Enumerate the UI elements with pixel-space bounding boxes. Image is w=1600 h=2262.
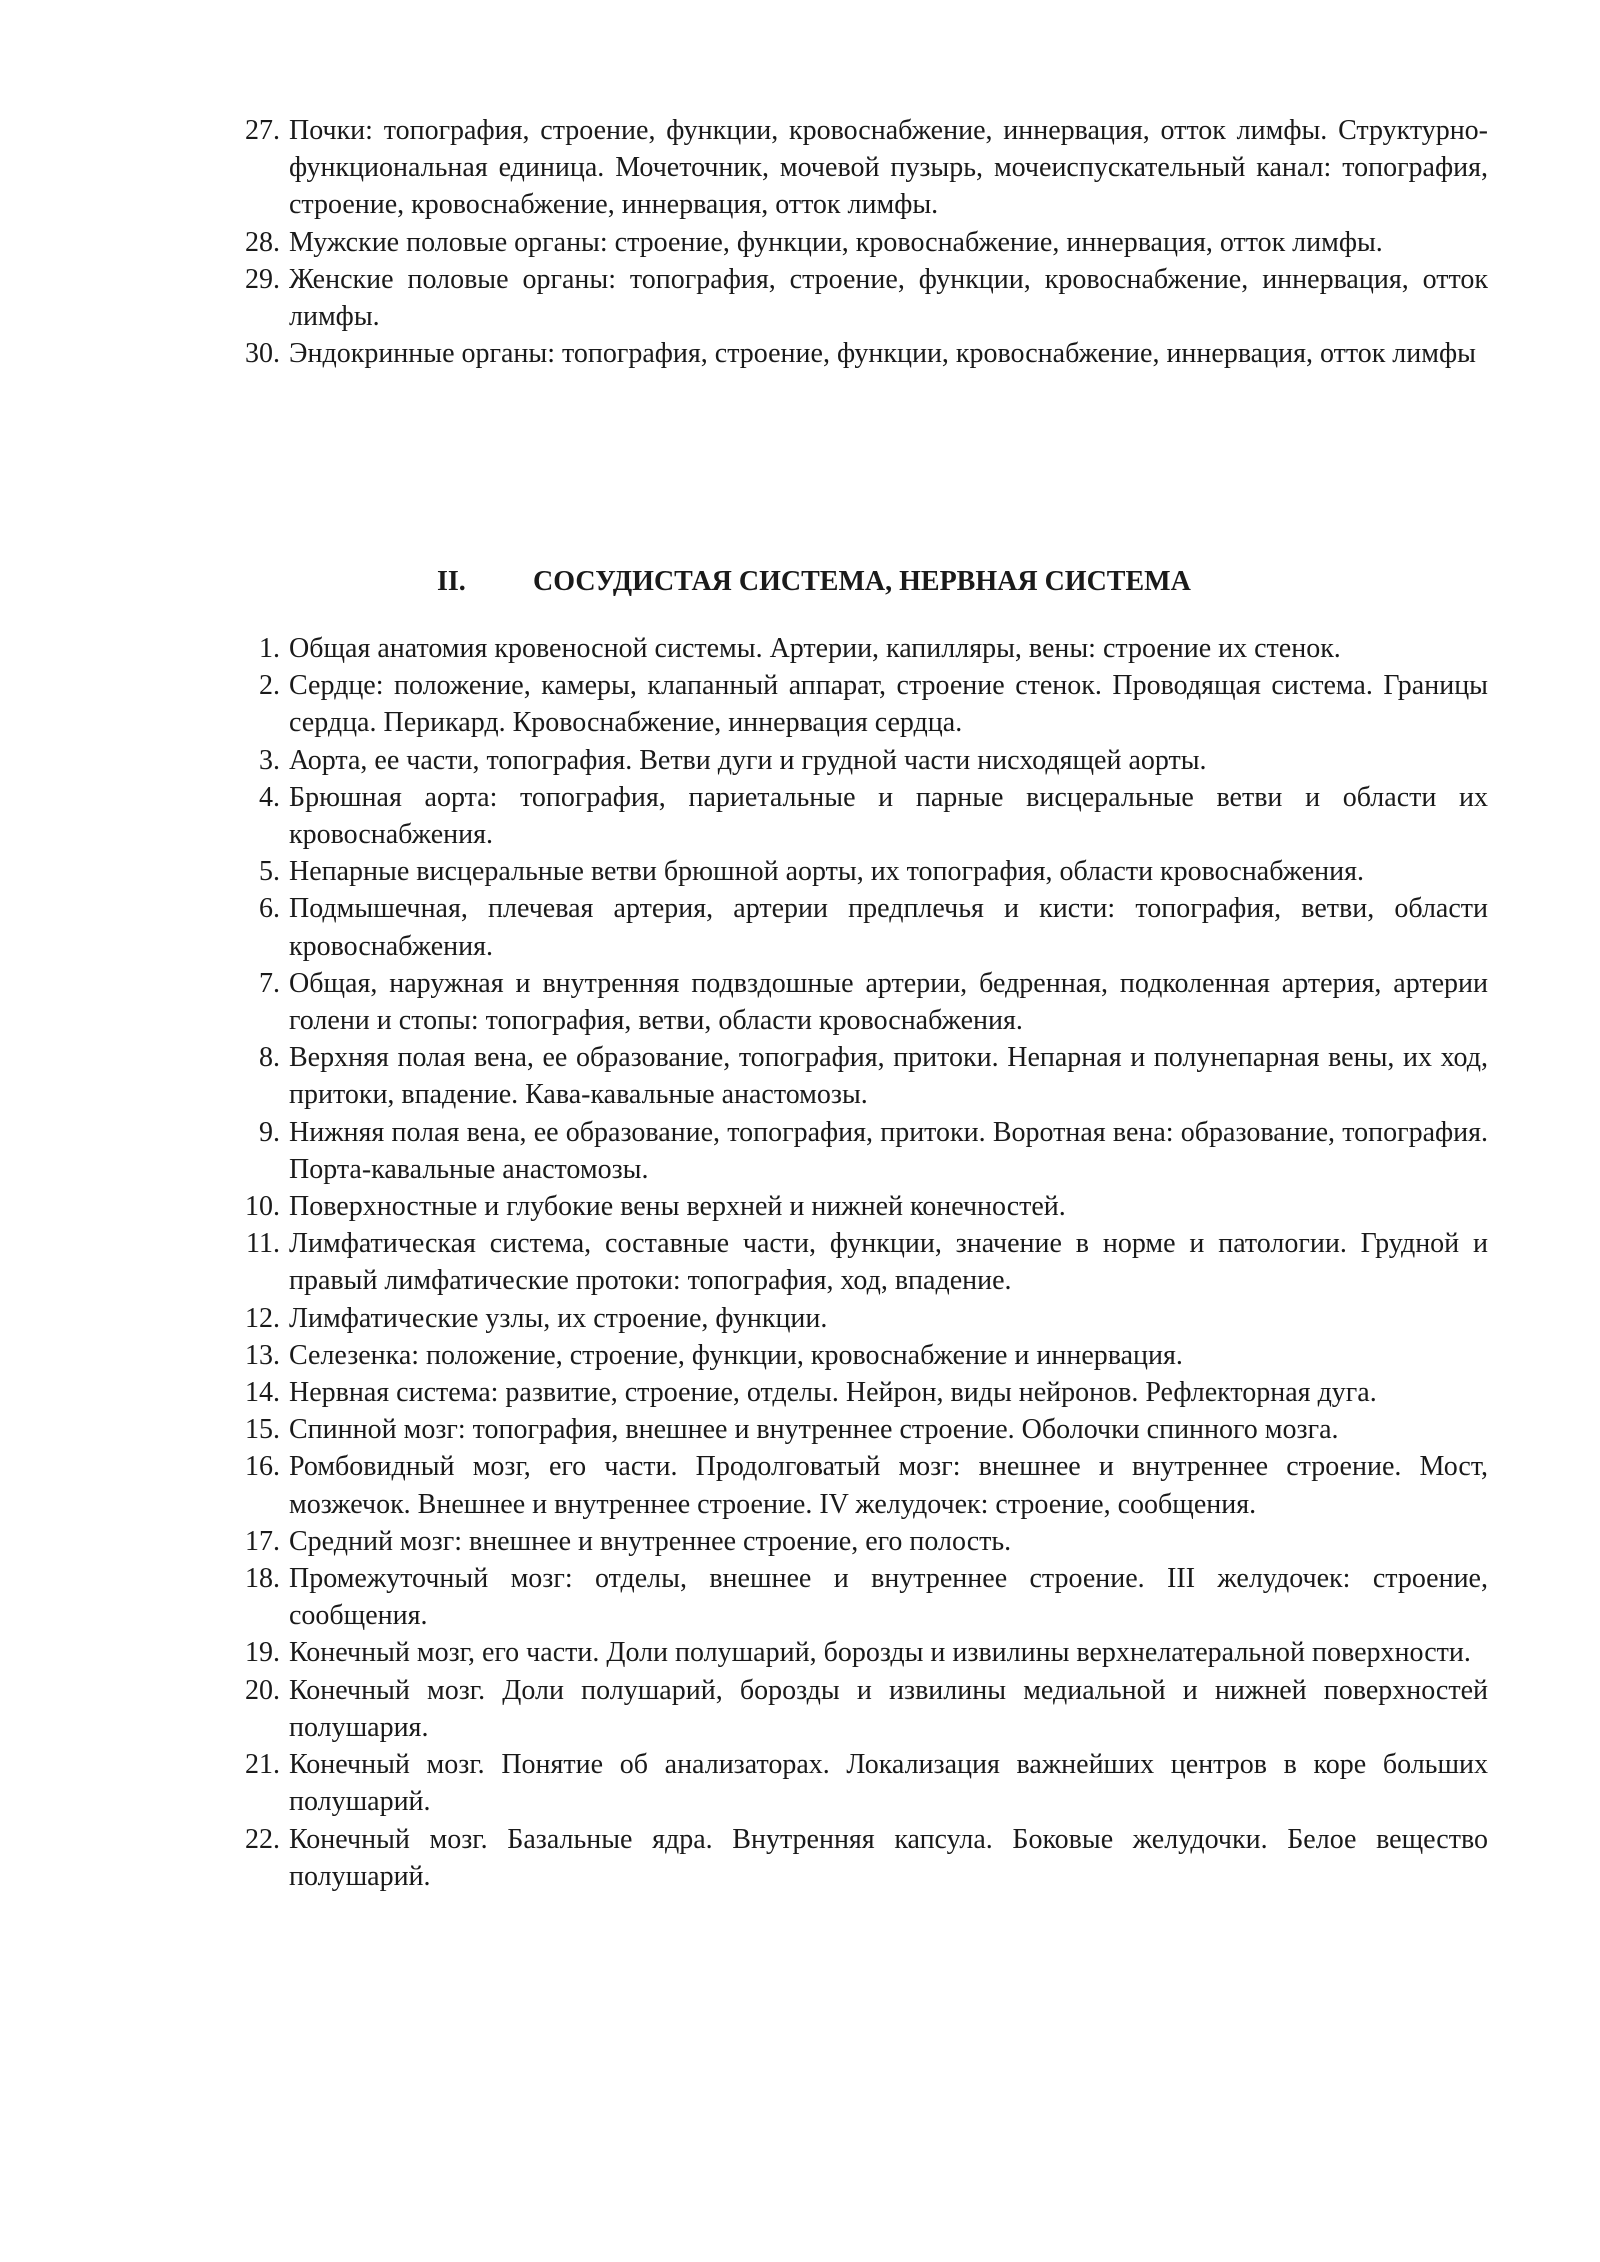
list-item [0, 667, 1600, 741]
item-number: 1. [259, 633, 280, 664]
item-text: Селезенка: положение, строение, функции, кровоснабжение и иннервация. [289, 1339, 1183, 1371]
list-item [0, 630, 1600, 667]
list-item [0, 1411, 1600, 1448]
list-item [0, 1448, 1600, 1522]
list-item [0, 1374, 1600, 1411]
item-number: 14. [245, 1377, 280, 1409]
item-text: Общая анатомия кровеносной системы. Артерии, капилляры, вены: строение их стенок. [289, 633, 1341, 664]
item-text: Конечный мозг, его части. Доли полушарий, борозды и извилины верхнелатеральной поверхности. [289, 1637, 1471, 1669]
item-text: Лимфатические узлы, их строение, функции. [289, 1302, 828, 1334]
list-item [0, 1672, 1600, 1746]
item-text: Подмышечная, плечевая артерия, артерии предплечья и кисти: топография, ветви, области кровоснабжения. [289, 893, 1488, 962]
item-number: 4. [259, 781, 280, 813]
item-number: 30. [245, 338, 280, 370]
section-title: СОСУДИСТАЯ СИСТЕМА, НЕРВНАЯ СИСТЕМА [533, 566, 1191, 597]
question-list-continued [0, 112, 1600, 372]
item-number: 5. [259, 856, 280, 888]
item-number: 17. [245, 1525, 280, 1557]
item-text: Промежуточный мозг: отделы, внешнее и внутреннее строение. III желудочек: строение, сообщения. [289, 1563, 1488, 1632]
item-text: Спинной мозг: топография, внешнее и внутреннее строение. Оболочки спинного мозга. [289, 1414, 1339, 1446]
list-item [0, 779, 1600, 853]
list-item [0, 1188, 1600, 1225]
item-number: 27. [245, 115, 280, 146]
item-text: Лимфатическая система, составные части, функции, значение в норме и патологии. Грудной и правый лимфатические протоки: топография, ход, впадение. [289, 1228, 1488, 1297]
list-item [0, 1225, 1600, 1299]
item-number: 2. [259, 670, 280, 702]
item-text: Общая, наружная и внутренняя подвздошные артерии, бедренная, подколенная артерия, артерии голени и стопы: топография, ветви, области кровоснабжения. [289, 967, 1488, 1037]
list-item [0, 112, 1600, 224]
item-text: Непарные висцеральные ветви брюшной аорты, их топография, области кровоснабжения. [289, 856, 1365, 888]
item-number: 19. [245, 1637, 280, 1669]
item-number: 11. [246, 1228, 280, 1260]
list-item [0, 1821, 1600, 1895]
item-number: 8. [259, 1042, 280, 1074]
item-text: Аорта, ее части, топография. Ветви дуги и грудной части нисходящей аорты. [289, 744, 1207, 776]
list-item [0, 1634, 1600, 1671]
item-text: Верхняя полая вена, ее образование, топография, притоки. Непарная и полунепарная вены, их ход, притоки, впадение. Кава-кавальные анастомозы. [289, 1042, 1488, 1111]
item-number: 7. [259, 967, 280, 999]
item-number: 20. [245, 1674, 280, 1706]
item-text: Эндокринные органы: топография, строение, функции, кровоснабжение, иннервация, отток лимфы [289, 338, 1476, 370]
item-text: Мужские половые органы: строение, функции, кровоснабжение, иннервация, отток лимфы. [289, 226, 1383, 258]
item-number: 6. [259, 893, 280, 925]
item-text: Средний мозг: внешнее и внутреннее строение, его полость. [289, 1525, 1012, 1557]
list-item [0, 1114, 1600, 1188]
item-number: 16. [245, 1451, 280, 1483]
item-text: Конечный мозг. Базальные ядра. Внутренняя капсула. Боковые желудочки. Белое вещество полушарий. [289, 1823, 1488, 1892]
item-number: 10. [245, 1191, 280, 1223]
item-number: 12. [245, 1302, 280, 1334]
list-item [0, 853, 1600, 890]
item-text: Нервная система: развитие, строение, отделы. Нейрон, виды нейронов. Рефлекторная дуга. [289, 1377, 1377, 1409]
section-number: II. [437, 566, 466, 597]
item-text: Ромбовидный мозг, его части. Продолговатый мозг: внешнее и внутреннее строение. Мост, мозжечок. Внешнее и внутреннее строение. IV желудочек: строение, сообщения. [289, 1451, 1488, 1520]
list-item [0, 1300, 1600, 1337]
list-item [0, 261, 1600, 335]
item-number: 13. [245, 1339, 280, 1371]
item-number: 18. [245, 1563, 280, 1595]
item-text: Женские половые органы: топография, строение, функции, кровоснабжение, иннервация, отток лимфы. [289, 263, 1488, 333]
item-text: Брюшная аорта: топография, париетальные и парные висцеральные ветви и области их кровоснабжения. [289, 781, 1488, 851]
item-text: Конечный мозг. Понятие об анализаторах. Локализация важнейших центров в коре больших полушарий. [289, 1749, 1488, 1818]
item-number: 29. [245, 263, 280, 295]
list-item [0, 1560, 1600, 1634]
item-text: Конечный мозг. Доли полушарий, борозды и извилины медиальной и нижней поверхностей полушария. [289, 1674, 1488, 1743]
item-number: 22. [245, 1823, 280, 1855]
list-item [0, 1523, 1600, 1560]
list-item [0, 1039, 1600, 1113]
list-item [0, 224, 1600, 261]
item-number: 21. [245, 1749, 280, 1781]
list-item [0, 965, 1600, 1039]
section-heading [0, 562, 1600, 602]
list-item [0, 1746, 1600, 1820]
list-item [0, 335, 1600, 372]
question-list [0, 630, 1600, 1895]
item-text: Сердце: положение, камеры, клапанный аппарат, строение стенок. Проводящая система. Границы сердца. Перикард. Кровоснабжение, иннервация сердца. [289, 670, 1488, 739]
list-item [0, 1337, 1600, 1374]
list-item [0, 742, 1600, 779]
list-item [0, 890, 1600, 964]
item-number: 9. [259, 1116, 280, 1148]
item-number: 3. [259, 744, 280, 776]
item-text: Нижняя полая вена, ее образование, топография, притоки. Воротная вена: образование, топография. Порта-кавальные анастомозы. [289, 1116, 1488, 1185]
item-number: 28. [245, 226, 280, 258]
item-number: 15. [245, 1414, 280, 1446]
item-text: Поверхностные и глубокие вены верхней и нижней конечностей. [289, 1191, 1066, 1223]
item-text: Почки: топография, строение, функции, кровоснабжение, иннервация, отток лимфы. Структурно-функциональная единица. Мочеточник, мочевой пузырь, мочеиспускательный канал: топография, строение, кровоснабжение, иннервация, отток лимфы. [289, 115, 1488, 221]
